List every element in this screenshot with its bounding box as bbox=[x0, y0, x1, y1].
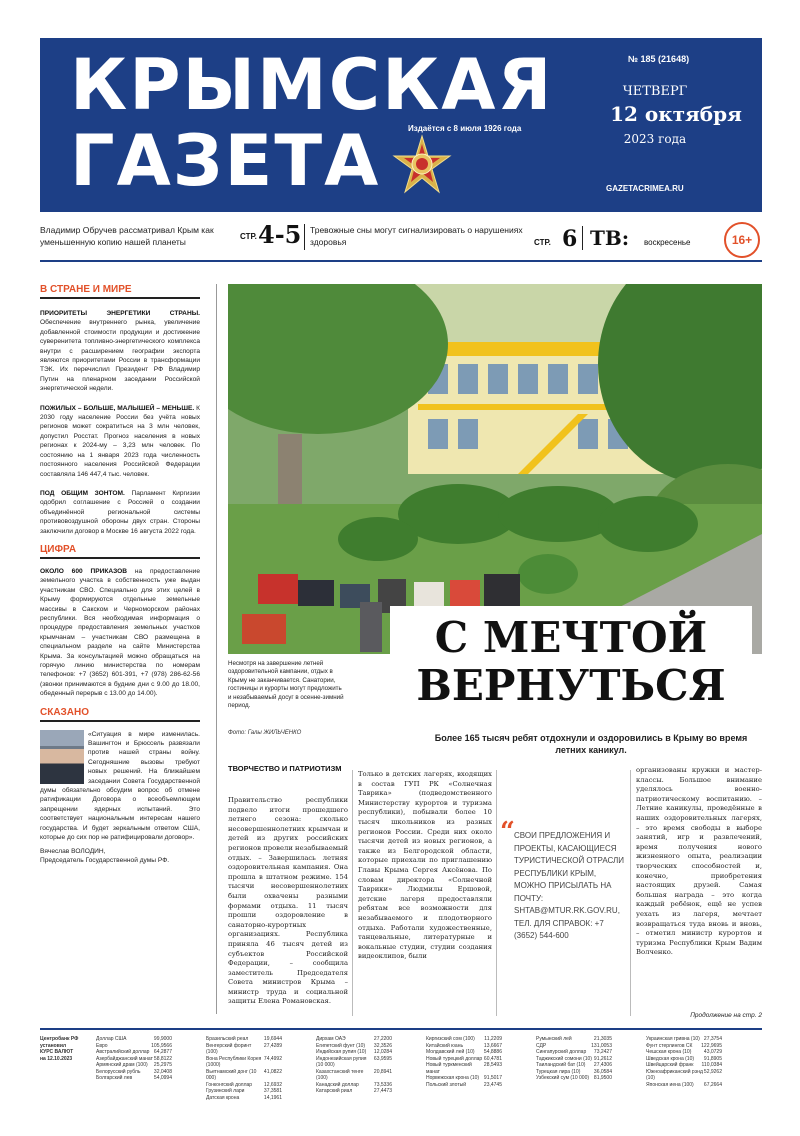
currency-name: Румынский лей bbox=[536, 1036, 572, 1042]
currency-name: Киргизский сом (100) bbox=[426, 1036, 475, 1042]
weekday: ЧЕТВЕРГ bbox=[622, 84, 688, 99]
tv-day: воскресенье bbox=[644, 238, 691, 247]
news-item-title: ПРИОРИТЕТЫ ЭНЕРГЕТИКИ СТРАНЫ. bbox=[40, 310, 200, 317]
currency-name: Белорусский рубль bbox=[96, 1068, 141, 1075]
currency-column bbox=[316, 1036, 392, 1095]
news-item bbox=[40, 404, 200, 479]
column-divider bbox=[630, 770, 631, 1016]
main-photo bbox=[228, 284, 762, 654]
currency-rate: 37,3581 bbox=[263, 1088, 282, 1094]
currency-rate: 19,6944 bbox=[263, 1036, 282, 1042]
currency-rate: 27,4306 bbox=[593, 1062, 612, 1068]
currency-name: Египетский фунт (10) bbox=[316, 1042, 366, 1049]
teaser-2-page[interactable]: 6 bbox=[562, 226, 578, 252]
column-divider bbox=[352, 770, 353, 1016]
currency-row bbox=[646, 1082, 722, 1089]
currency-name: Узбекский сум (10 000) bbox=[536, 1075, 590, 1081]
age-rating-badge: 16+ bbox=[724, 222, 760, 258]
currency-name: Канадский доллар bbox=[316, 1081, 359, 1088]
news-item-title: ПОД ОБЩИМ ЗОНТОМ. bbox=[40, 489, 125, 497]
issue-number: № 185 (21648) bbox=[628, 54, 690, 64]
article-column-4: организованы кружки и мастер-классы. Большое внимание уделялось военно-патриотическому воспитанию. – Летние каникулы, проведённые в наших оздоровительных лагерях, – это время свободы в выборе занятий, игр и развлечений, время получения нового жизненного опыта, реализации творческих способностей и, конечно, приобретения настоящих друзей. Самая большая награда – это когда каждый ребёнок, ещё не успев уехать из лагеря, мечтает возвращаться туда вновь и вновь, – отметил министр курортов и туризма Республики Крым Вадим Волченко. bbox=[636, 766, 762, 957]
column-divider bbox=[216, 284, 217, 1014]
currency-rate: 91,2612 bbox=[593, 1055, 612, 1062]
currency-rate: 25,2975 bbox=[153, 1062, 172, 1068]
founded-note: Издаётся с 8 июля 1926 года bbox=[408, 124, 522, 133]
teaser-1-text[interactable]: Владимир Обручев рассматривал Крым как уменьшенную копию нашей планеты bbox=[40, 225, 214, 247]
currency-rate: 23,4745 bbox=[483, 1081, 502, 1088]
currency-rate: 11,2209 bbox=[484, 1036, 502, 1042]
currency-name: Таиландский бат (10) bbox=[536, 1062, 586, 1068]
issue-year: 2023 года bbox=[623, 132, 687, 146]
currency-rate: 74,4992 bbox=[263, 1055, 282, 1062]
currency-name: Индийская рупия (10) bbox=[316, 1049, 367, 1055]
currency-name: Молдавский лей (10) bbox=[426, 1049, 475, 1055]
subheadline: Более 165 тысяч ребят отдохнули и оздоровились в Крыму во время летних каникул. bbox=[434, 733, 748, 755]
headline-line2: ВЕРНУТЬСЯ bbox=[416, 661, 726, 710]
currency-name: Грузинский лари bbox=[206, 1088, 245, 1094]
currency-rate: 28,5493 bbox=[483, 1062, 502, 1068]
currency-rate: 67,2664 bbox=[703, 1081, 722, 1088]
section-heading-country-world: В СТРАНЕ И МИРЕ bbox=[40, 284, 200, 299]
news-item-title: ПОЖИЛЫХ – БОЛЬШЕ, МАЛЫШЕЙ – МЕНЬШЕ. bbox=[40, 404, 195, 412]
currency-name: Доллар США bbox=[96, 1036, 127, 1042]
currency-rate: 43,0729 bbox=[703, 1049, 722, 1055]
currency-rate: 27,4473 bbox=[373, 1088, 392, 1094]
currency-rate: 81,9500 bbox=[593, 1075, 612, 1081]
currency-column bbox=[646, 1036, 722, 1088]
currency-rate: 13,6667 bbox=[483, 1042, 502, 1049]
currency-row bbox=[426, 1062, 502, 1075]
currency-rate: 52,9262 bbox=[703, 1068, 722, 1075]
currency-rate: 12,0284 bbox=[373, 1049, 392, 1055]
photo-credit: Фото: Галы ЖИЛЬЧЕНКО bbox=[228, 730, 302, 736]
currency-name: Болгарский лев bbox=[96, 1075, 133, 1081]
currency-name: Шведская крона (10) bbox=[646, 1055, 695, 1062]
currency-rate: 58,8122 bbox=[153, 1055, 172, 1062]
currency-rate: 99,9000 bbox=[153, 1036, 172, 1042]
currency-name: Дирхам ОАЭ bbox=[316, 1036, 346, 1042]
tv-label[interactable]: ТВ: bbox=[590, 226, 630, 250]
news-item-text: К 2030 году население России без учёта новых регионов может сократиться на 3 млн человек, допустил Росстат. Прогноз населения в новых регионах к 2024-му – 3,23 млн человек. По состоянию на 1 января 2023 года численность постоянного населения Российской Федерации составляла 146 447,4 тыс. человек. bbox=[40, 404, 200, 478]
divider bbox=[582, 226, 583, 250]
currency-name: Чешская крона (10) bbox=[646, 1049, 692, 1055]
rates-header-line: Центробанк РФ bbox=[40, 1036, 79, 1042]
currency-name: Гонконгский доллар bbox=[206, 1081, 253, 1088]
currency-rates-header bbox=[40, 1036, 78, 1062]
section-heading-figure: ЦИФРА bbox=[40, 544, 200, 559]
currency-rate: 32,3526 bbox=[373, 1042, 392, 1049]
currency-name: Японская иена (100) bbox=[646, 1081, 694, 1088]
news-item-text: Обеспечение внутреннего рынка, увеличение добавленной стоимости продукции и достижение суверенитета топливно-энергетического комплекса внутри с расширением географии экспорта являются приоритетами России в трансформации ТЭК. Их перечислил Президент РФ Владимир Путин на пленарном заседании Российской энергетической недели. bbox=[40, 319, 200, 393]
currency-name: Евро bbox=[96, 1042, 108, 1049]
currency-rate: 73,2427 bbox=[593, 1049, 612, 1055]
currency-rate: 73,5336 bbox=[373, 1081, 392, 1088]
section-heading-quote: СКАЗАНО bbox=[40, 707, 200, 722]
quote-mark-icon: “ bbox=[500, 817, 515, 847]
news-item-text: Парламент Киргизии одобрил соглашение с Россией о создании объединённой региональной системы противовоздушной обороны двух стран. Стороны заключили договор в Москве 16 августа 2022 года. bbox=[40, 489, 200, 535]
currency-name: Сингапурский доллар bbox=[536, 1049, 587, 1055]
currency-column bbox=[206, 1036, 282, 1101]
currency-rate: 41,0822 bbox=[263, 1068, 282, 1075]
currency-column bbox=[426, 1036, 502, 1088]
currency-row bbox=[96, 1075, 172, 1082]
currency-row bbox=[316, 1069, 392, 1082]
currency-rate: 91,8905 bbox=[703, 1055, 722, 1062]
rates-header-line: установил bbox=[40, 1042, 67, 1049]
currency-rate: 12,6932 bbox=[263, 1081, 282, 1088]
rates-header-line: на 12.10.2023 bbox=[40, 1055, 73, 1062]
currency-name: Казахстанский тенге (100) bbox=[316, 1068, 364, 1081]
currency-name: Азербайджанский манат bbox=[96, 1055, 153, 1062]
currency-name: Украинская гривна (10) bbox=[646, 1036, 700, 1042]
currency-row bbox=[316, 1088, 392, 1095]
currency-name: Швейцарский франк bbox=[646, 1062, 694, 1068]
currency-column bbox=[536, 1036, 612, 1082]
currency-rates bbox=[40, 1028, 762, 1110]
currency-rate: 27,3754 bbox=[703, 1036, 722, 1042]
website-link[interactable]: GAZETACRIMEA.RU bbox=[606, 184, 684, 193]
column-divider bbox=[496, 770, 497, 1016]
currency-name: Австралийский доллар bbox=[96, 1049, 150, 1055]
currency-row bbox=[206, 1069, 282, 1082]
currency-column bbox=[96, 1036, 172, 1082]
article-column-1: Правительство республики подвело итоги прошедшего летнего сезона: сколько несовершеннолетних крымчан и детей из других российских регионов провели незабываемый отдых. – Завершилась летняя оздоровительная кампания. Она прошла в штатном режиме. 154 тысячи несовершеннолетних были охвачены разными формами отдыха. 11 тысяч прошли оздоровление в санаторно-курортных организациях. Республика приняла 46 тысяч детей из субъектов Российской Федерации, – сообщила заместитель Председателя Совета министров Крыма – министр труда и социальной защиты Елена Романовская. bbox=[228, 796, 348, 1006]
currency-rate: 64,2877 bbox=[153, 1049, 172, 1055]
newspaper-title-line2: ГАЗЕТА bbox=[70, 120, 381, 202]
news-item-text: на предоставление земельного участка в собственность уже выдан участникам СВО. Специально для этих целей в Крыму формируются отдельные земельные массивы в Сакском и Черноморском районах республики. Вся необходимая информация о процедуре предоставления земельных участков крымчанам – участникам СВО размещена в специальном разделе на сайте Министерства Крыма. За консультацией можно обращаться на горячую линию министерства по номерам телефонов: +7 (3652) 601-391, +7 (978) 286-62-56 (звонки принимаются в будние дни с 9.00 до 18.00, обеденный перерыв с 13.00 до 14.00). bbox=[40, 567, 200, 698]
currency-name: Китайский юань bbox=[426, 1042, 464, 1049]
currency-name: Вьетнамский донг (10 000) bbox=[206, 1068, 257, 1081]
news-item bbox=[40, 567, 200, 699]
currency-rate: 27,2200 bbox=[373, 1036, 392, 1042]
currency-name: Датская крона bbox=[206, 1094, 240, 1101]
divider bbox=[304, 224, 305, 250]
currency-rate: 105,9566 bbox=[151, 1042, 172, 1049]
currency-rate: 27,4289 bbox=[263, 1042, 282, 1049]
quote-author-role: Председатель Государственной думы РФ. bbox=[40, 856, 170, 864]
currency-rate: 91,5017 bbox=[483, 1075, 502, 1081]
currency-name: Венгерский форинт (100) bbox=[206, 1042, 252, 1055]
currency-rate: 32,0408 bbox=[153, 1068, 172, 1075]
currency-name: Фунт стерлингов СК bbox=[646, 1042, 693, 1049]
currency-rate: 54,0994 bbox=[153, 1075, 172, 1081]
divider bbox=[40, 260, 762, 262]
rubric: ТВОРЧЕСТВО И ПАТРИОТИЗМ bbox=[228, 764, 342, 773]
currency-name: Турецкая лира (10) bbox=[536, 1068, 581, 1075]
currency-rate: 60,4781 bbox=[483, 1055, 502, 1062]
currency-rate: 122,9695 bbox=[701, 1042, 722, 1049]
currency-name: Норвежская крона (10) bbox=[426, 1075, 480, 1081]
currency-name: СДР bbox=[536, 1042, 547, 1049]
currency-rate: 21,3035 bbox=[593, 1036, 612, 1042]
quote-text: «Ситуация в мире изменилась. Вашингтон и Брюссель развязали против нашей страны войну. Сегодняшние вызовы требуют новых решений. На ближайшем заседании Совета Государственной думы обязательно обсудим вопрос об отмене ратификации Договора о всеобъемлющем запрещении ядерных испытаний. Это соответствует национальным интересам нашего государства. И будет зеркальным ответом США, которые до сих пор не ратифицировали договор». bbox=[40, 730, 200, 842]
currency-row bbox=[206, 1095, 282, 1102]
order-emblem-icon bbox=[390, 134, 454, 198]
currency-row bbox=[316, 1056, 392, 1069]
currency-name: Индонезийская рупия (10 000) bbox=[316, 1055, 367, 1068]
news-item bbox=[40, 309, 200, 394]
issue-date: 12 октября bbox=[610, 102, 742, 126]
currency-row bbox=[426, 1082, 502, 1089]
news-item-title: ОКОЛО 600 ПРИКАЗОВ bbox=[40, 567, 128, 575]
currency-name: Новый туркменский манат bbox=[426, 1062, 472, 1075]
currency-rate: 20,8941 bbox=[373, 1068, 392, 1075]
teaser-1-page-label: СТР. bbox=[240, 232, 257, 241]
promo-contact-box[interactable]: СВОИ ПРЕДЛОЖЕНИЯ И ПРОЕКТЫ, КАСАЮЩИЕСЯ ТУРИСТИЧЕСКОЙ ОТРАСЛИ РЕСПУБЛИКИ КРЫМ, МОЖНО ПРИСЫЛАТЬ НА ПОЧТУ: SHTAB@MTUR.RK.GOV.RU, ТЕЛ. ДЛЯ СПРАВОК: +7 (3652) 544-600 bbox=[514, 831, 624, 940]
currency-row bbox=[206, 1056, 282, 1069]
quote-block bbox=[40, 730, 200, 843]
continued-note[interactable]: Продолжение на стр. 2 bbox=[690, 1012, 762, 1019]
currency-name: Катарский риал bbox=[316, 1088, 353, 1094]
currency-name: Польский злотый bbox=[426, 1081, 467, 1088]
quote-author: Вячеслав ВОЛОДИН, bbox=[40, 847, 106, 855]
currency-name: Бразильский реал bbox=[206, 1036, 249, 1042]
currency-rate: 14,1961 bbox=[263, 1094, 282, 1101]
currency-rate: 36,0584 bbox=[593, 1068, 612, 1075]
currency-name: Вона Республики Корея (1000) bbox=[206, 1055, 262, 1068]
headline-line1: С МЕЧТОЙ bbox=[434, 613, 708, 662]
currency-rate: 54,8886 bbox=[483, 1049, 502, 1055]
author-photo bbox=[40, 730, 84, 784]
left-column bbox=[40, 284, 200, 865]
article-column-2: Только в детских лагерях, входящих в состав ГУП РК «Солнечная Таврика» (подведомственного Министерству курортов и туризма республики), побывали более 10 тысяч школьников из разных регионов России. Среди них около тысячи детей из новых регионов, а также из Белгородской области, которые приехали по приглашению Главы Крыма Сергея Аксёнова. По словам директора «Солнечной Таврики» Людмилы Ершовой, детские лагеря предоставляли ребятам все возможности для незабываемого и плодотворного отдыха. Работали художественные, танцевальные, литературные и вокальные студии, студии создания видеоклипов, были bbox=[358, 770, 492, 961]
masthead bbox=[40, 38, 762, 212]
currency-name: Новый турецкий доллар bbox=[426, 1055, 483, 1062]
teaser-1-page[interactable]: 4-5 bbox=[258, 220, 302, 249]
currency-row bbox=[536, 1075, 612, 1082]
currency-row bbox=[646, 1069, 722, 1082]
photo-caption: Несмотря на завершение летней оздоровительной кампании, отдых в Крыму не заканчивается. Санатории, гостиницы и курорты могут предложить и незабываемый досуг в осенне-зимний период. bbox=[228, 660, 344, 710]
rates-header-line: КУРС ВАЛЮТ bbox=[40, 1049, 74, 1055]
currency-row bbox=[206, 1043, 282, 1056]
teaser-2-page-label: СТР. bbox=[534, 238, 551, 247]
currency-rate: 131,0053 bbox=[591, 1042, 612, 1049]
headline-box bbox=[390, 606, 752, 728]
teaser-2-text[interactable]: Тревожные сны могут сигнализировать о нарушениях здоровья bbox=[310, 225, 523, 247]
currency-rate: 110,0384 bbox=[701, 1062, 722, 1068]
news-item bbox=[40, 489, 200, 536]
currency-name: Южноафриканский рэнд (10) bbox=[646, 1068, 703, 1081]
currency-name: Таджикский сомони (10) bbox=[536, 1055, 592, 1062]
currency-name: Армянский драм (100) bbox=[96, 1062, 148, 1068]
newspaper-title-line1: КРЫМСКАЯ bbox=[70, 44, 554, 126]
currency-rate: 63,9595 bbox=[373, 1055, 392, 1062]
